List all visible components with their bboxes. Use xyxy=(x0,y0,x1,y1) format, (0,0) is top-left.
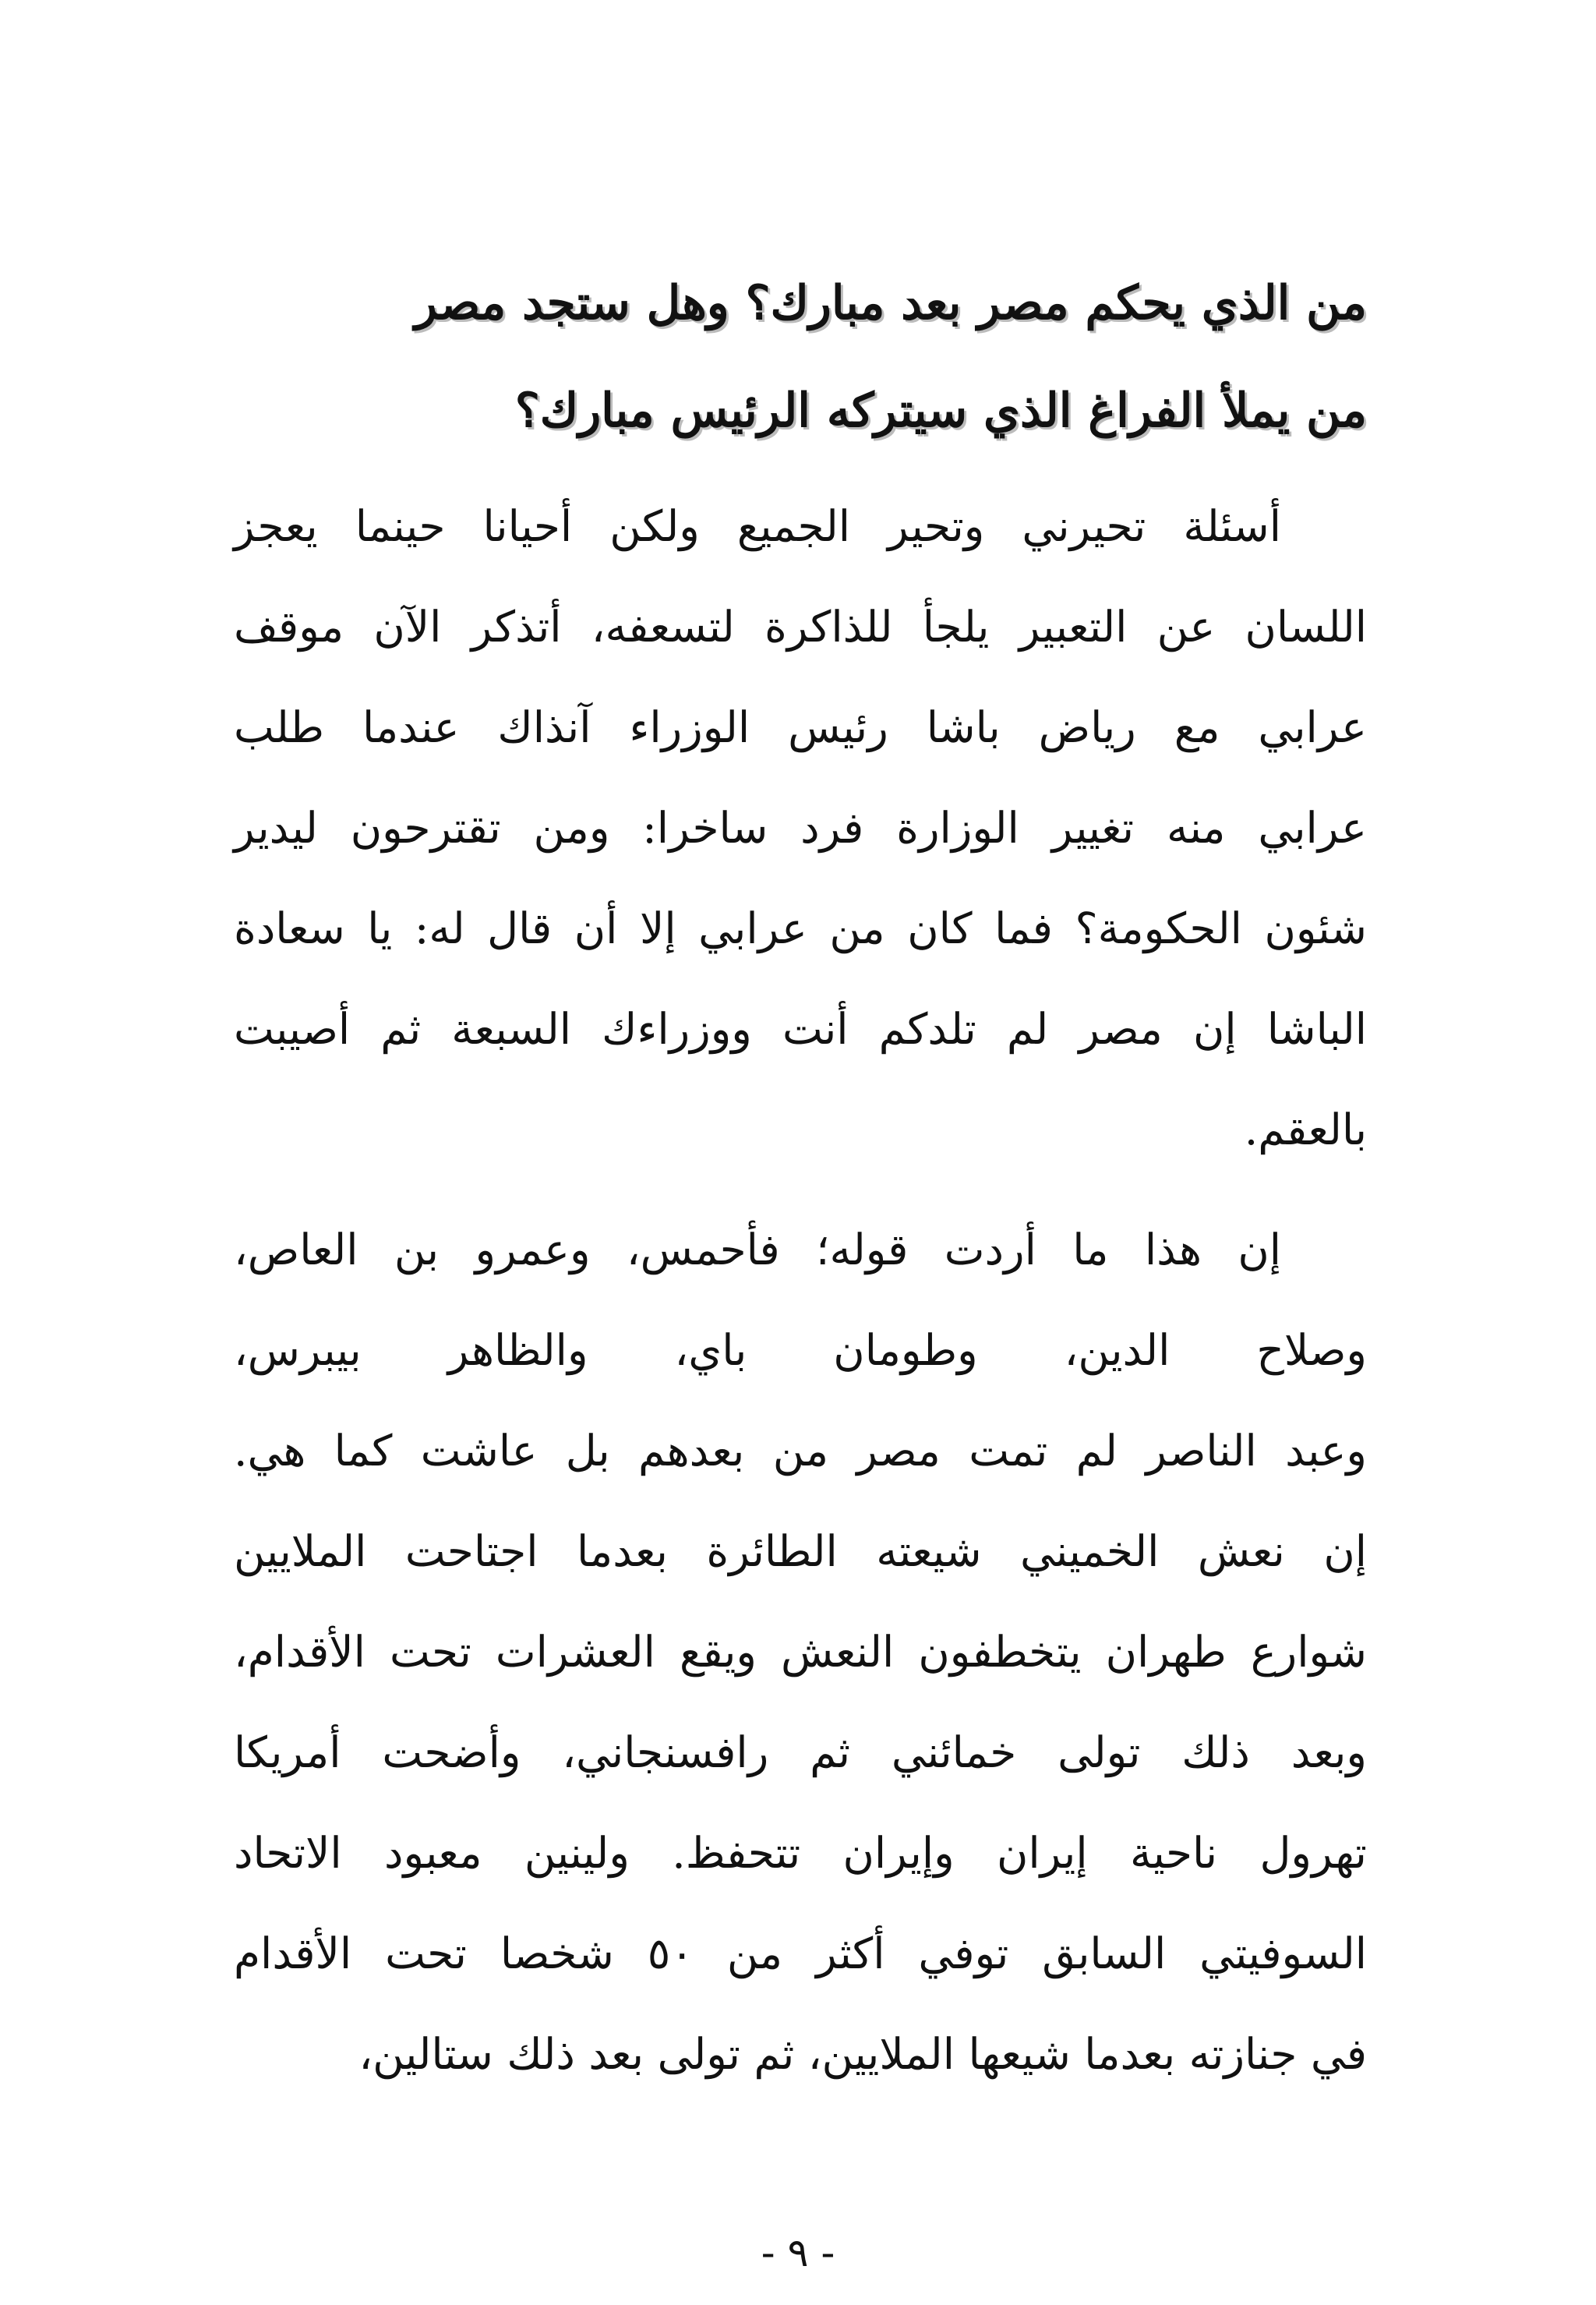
paragraph-line: عرابي مع رياض باشا رئيس الوزراء آنذاك عندما طلب xyxy=(234,702,1367,752)
paragraph-line: إن نعش الخميني شيعته الطائرة بعدما اجتاحت الملايين xyxy=(234,1526,1367,1576)
page-number: - ٩ - xyxy=(761,2230,835,2275)
paragraph-2 xyxy=(234,1200,1367,2105)
paragraph-line: بالعقم. xyxy=(1244,1105,1367,1154)
paragraph-line: السوفيتي السابق توفي أكثر من ٥٠ شخصا تحت الأقدام xyxy=(234,1928,1368,1978)
paragraph-line: وبعد ذلك تولى خمائني ثم رافسنجاني، وأضحت أمريكا xyxy=(234,1727,1367,1777)
paragraph-line: شئون الحكومة؟ فما كان من عرابي إلا أن قال له: يا سعادة xyxy=(234,903,1367,953)
paragraph-line: عرابي منه تغيير الوزارة فرد ساخرا: ومن تقترحون ليدير xyxy=(234,803,1367,853)
heading-line: من يملأ الفراغ الذي سيتركه الرئيس مبارك؟ xyxy=(514,384,1367,438)
heading-line: من الذي يحكم مصر بعد مبارك؟ وهل ستجد مصر xyxy=(415,276,1367,331)
paragraph-line: اللسان عن التعبير يلجأ للذاكرة لتسعفه، أتذكر الآن موقف xyxy=(234,602,1367,652)
paragraph-line: شوارع طهران يتخطفون النعش ويقع العشرات تحت الأقدام، xyxy=(234,1627,1367,1677)
paragraph-1 xyxy=(234,476,1367,1180)
paragraph-line: أسئلة تحيرني وتحير الجميع ولكن أحيانا حينما يعجز xyxy=(234,501,1281,551)
paragraph-line: الباشا إن مصر لم تلدكم أنت ووزراءك السبعة ثم أصيبت xyxy=(234,1004,1367,1054)
paragraph-line: تهرول ناحية إيران وإيران تتحفظ. ولينين معبود الاتحاد xyxy=(234,1828,1367,1878)
paragraph-line: في جنازته بعدما شيعها الملايين، ثم تولى بعد ذلك ستالين، xyxy=(358,2029,1367,2079)
page-heading xyxy=(234,249,1367,465)
paragraph-line: وصلاح الدين، وطومان باي، والظاهر بيبرس، xyxy=(234,1325,1367,1375)
paragraph-line: إن هذا ما أردت قوله؛ فأحمس، وعمرو بن العاص، xyxy=(234,1225,1281,1274)
paragraph-line: وعبد الناصر لم تمت مصر من بعدهم بل عاشت كما هي. xyxy=(234,1426,1367,1476)
